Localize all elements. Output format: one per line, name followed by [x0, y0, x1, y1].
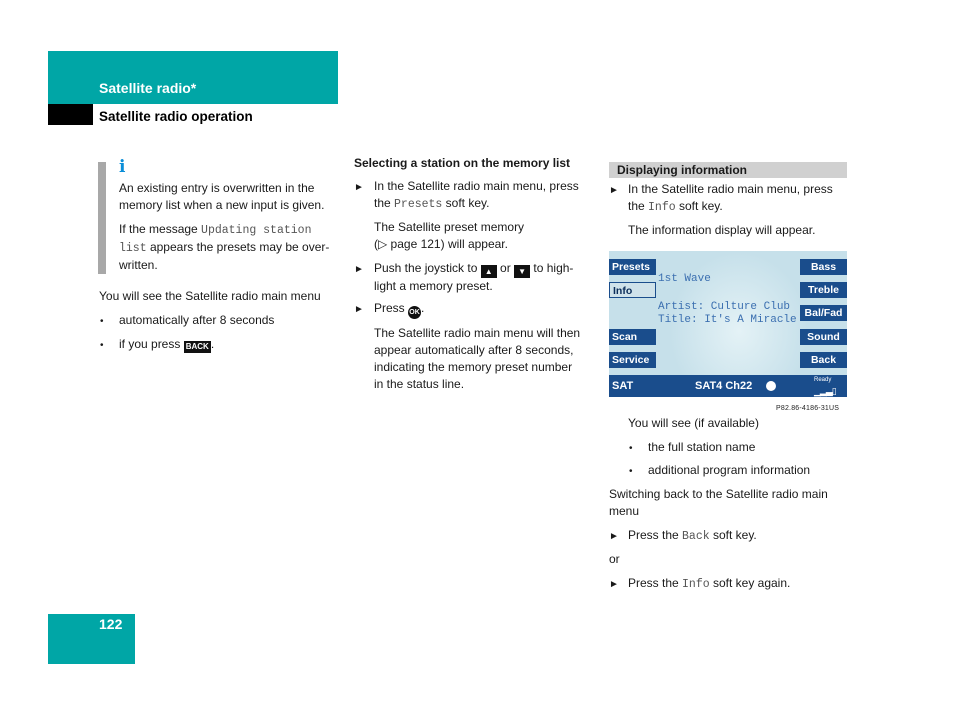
arrow-icon: ► — [609, 579, 619, 590]
status-channel: SAT4 Ch22 — [695, 380, 753, 392]
arrow-icon: ► — [354, 264, 364, 275]
bullet-auto: automatically after 8 seconds — [119, 313, 275, 327]
artist-line: Artist: Culture Club — [658, 301, 791, 313]
bullet-back: if you press BACK . — [119, 337, 215, 351]
image-code: P82.86-4186-31US — [776, 405, 840, 412]
softkey-bass[interactable]: Bass — [800, 259, 847, 275]
status-ready: Ready — [814, 377, 832, 383]
step-info-again: Press the Info soft key again. — [628, 576, 791, 591]
result-info: The information display will appear. — [628, 223, 816, 237]
softkey-service[interactable]: Service — [609, 352, 656, 368]
softkey-sound[interactable]: Sound — [800, 329, 847, 345]
bullet-icon: • — [629, 466, 633, 477]
station-name: 1st Wave — [658, 273, 711, 285]
bullet-icon: • — [629, 443, 633, 454]
softkey-balfad[interactable]: Bal/Fad — [800, 305, 847, 321]
joystick-down-icon: ▼ — [514, 265, 530, 278]
step-presets: In the Satellite radio main menu, press the Presets soft key. — [374, 179, 579, 211]
or-text: or — [609, 552, 620, 566]
arrow-icon: ► — [354, 182, 364, 193]
page-number: 122 — [99, 616, 123, 632]
status-source: SAT — [612, 380, 634, 392]
softkey-back[interactable]: Back — [800, 352, 847, 368]
switching-back-text: Switching back to the Satellite radio main menu — [609, 487, 828, 518]
note-paragraph-1: An existing entry is overwritten in the memory list when a new input is given. — [119, 181, 325, 212]
section-title: Satellite radio* — [99, 80, 197, 96]
note-bar — [98, 162, 106, 274]
main-menu-intro: You will see the Satellite radio main menu — [99, 289, 321, 303]
disc-icon — [766, 381, 776, 391]
subsection-marker — [48, 104, 93, 125]
softkey-scan[interactable]: Scan — [609, 329, 656, 345]
see-intro: You will see (if available) — [628, 416, 759, 430]
status-bar — [609, 375, 847, 397]
arrow-icon: ► — [354, 304, 364, 315]
note-paragraph-2: If the message Updating station list appears the presets may be over- written. — [119, 222, 330, 272]
result-ok: The Satellite radio main menu will then appear automatically after 8 seconds, indicating the memory preset number in the status line. — [374, 326, 581, 391]
memory-list-heading: Selecting a station on the memory list — [354, 156, 571, 170]
bullet-icon: • — [100, 340, 104, 351]
subsection-title: Satellite radio operation — [99, 109, 253, 124]
result-presets: The Satellite preset memory (▷ page 121) will appear. — [374, 220, 525, 251]
back-key-icon: BACK — [185, 342, 209, 351]
ok-key-icon: OK — [408, 306, 421, 319]
joystick-up-icon: ▲ — [481, 265, 497, 278]
arrow-icon: ► — [609, 531, 619, 542]
softkey-treble[interactable]: Treble — [800, 282, 847, 298]
displaying-info-heading: Displaying information — [609, 162, 847, 178]
arrow-icon: ► — [609, 185, 619, 196]
info-icon: i — [119, 157, 126, 177]
title-line: Title: It's A Miracle — [658, 314, 797, 326]
softkey-info[interactable]: Info — [609, 282, 656, 298]
bullet-icon: • — [100, 316, 104, 327]
radio-info-screen — [609, 251, 847, 397]
bullet-station-name: the full station name — [648, 440, 756, 454]
signal-strength-icon: ▁▂▃▯ — [814, 386, 836, 396]
step-back: Press the Back soft key. — [628, 528, 757, 543]
softkey-presets[interactable]: Presets — [609, 259, 656, 275]
step-info: In the Satellite radio main menu, press the Info soft key. — [628, 182, 833, 214]
bullet-program-info: additional program information — [648, 463, 811, 477]
step-joystick: Push the joystick to ▲ or ▼ to high- light a memory preset. — [374, 261, 574, 293]
step-ok: Press OK. — [374, 300, 596, 319]
